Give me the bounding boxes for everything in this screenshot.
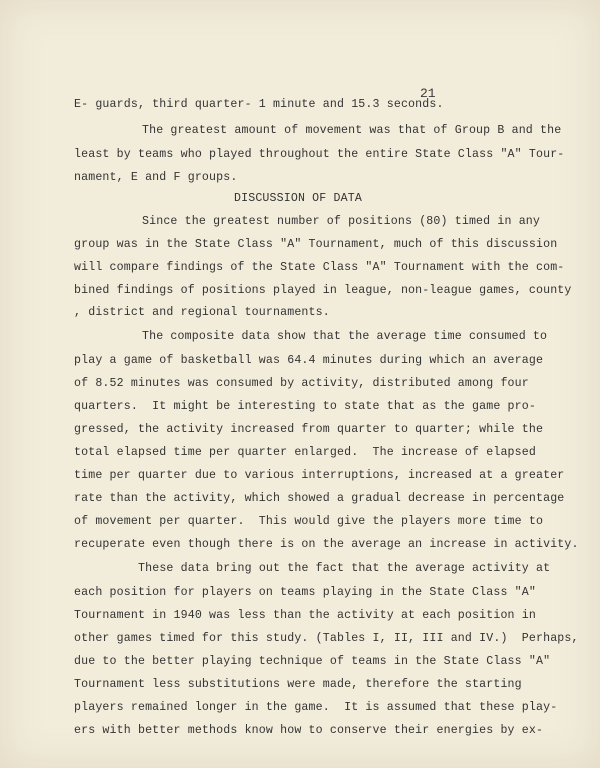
text-line: The greatest amount of movement was that of Group B and the (142, 124, 562, 137)
section-heading: DISCUSSION OF DATA (234, 192, 362, 205)
text-line: of 8.52 minutes was consumed by activity, distributed among four (74, 377, 529, 390)
text-line: Tournament less substitutions were made, therefore the starting (74, 678, 522, 691)
text-line: These data bring out the fact that the average activity at (138, 562, 551, 575)
text-line: players remained longer in the game. It is assumed that these play- (74, 701, 558, 714)
text-line: rate than the activity, which showed a gradual decrease in percentage (74, 492, 565, 505)
text-line: quarters. It might be interesting to state that as the game pro- (74, 400, 536, 413)
text-line: recuperate even though there is on the average an increase in activity. (74, 538, 579, 551)
text-line: gressed, the activity increased from quarter to quarter; while the (74, 423, 544, 436)
text-line: due to the better playing technique of teams in the State Class "A" (74, 655, 551, 668)
text-line: , district and regional tournaments. (74, 306, 330, 319)
text-line: ers with better methods know how to conserve their energies by ex- (74, 724, 544, 737)
text-line: The composite data show that the average time consumed to (142, 330, 548, 343)
text-line: least by teams who played throughout the entire State Class "A" Tour- (74, 148, 565, 161)
text-line: will compare findings of the State Class "A" Tournament with the com- (74, 261, 565, 274)
page-number: 21 (420, 86, 436, 101)
text-line: each position for players on teams playing in the State Class "A" (74, 586, 536, 599)
text-line: play a game of basketball was 64.4 minutes during which an average (74, 354, 544, 367)
text-line: Tournament in 1940 was less than the activity at each position in (74, 609, 536, 622)
text-line: total elapsed time per quarter enlarged. The increase of elapsed (74, 446, 536, 459)
text-line: other games timed for this study. (Tables I, II, III and IV.) Perhaps, (74, 632, 579, 645)
text-line: Since the greatest number of positions (80) timed in any (142, 215, 541, 228)
text-line: nament, E and F groups. (74, 171, 238, 184)
text-line: bined findings of positions played in league, non-league games, county (74, 284, 572, 297)
text-line: E- guards, third quarter- 1 minute and 15.3 seconds. (74, 98, 444, 111)
text-line: group was in the State Class "A" Tournament, much of this discussion (74, 238, 558, 251)
text-line: time per quarter due to various interruptions, increased at a greater (74, 469, 565, 482)
text-line: of movement per quarter. This would give the players more time to (74, 515, 544, 528)
